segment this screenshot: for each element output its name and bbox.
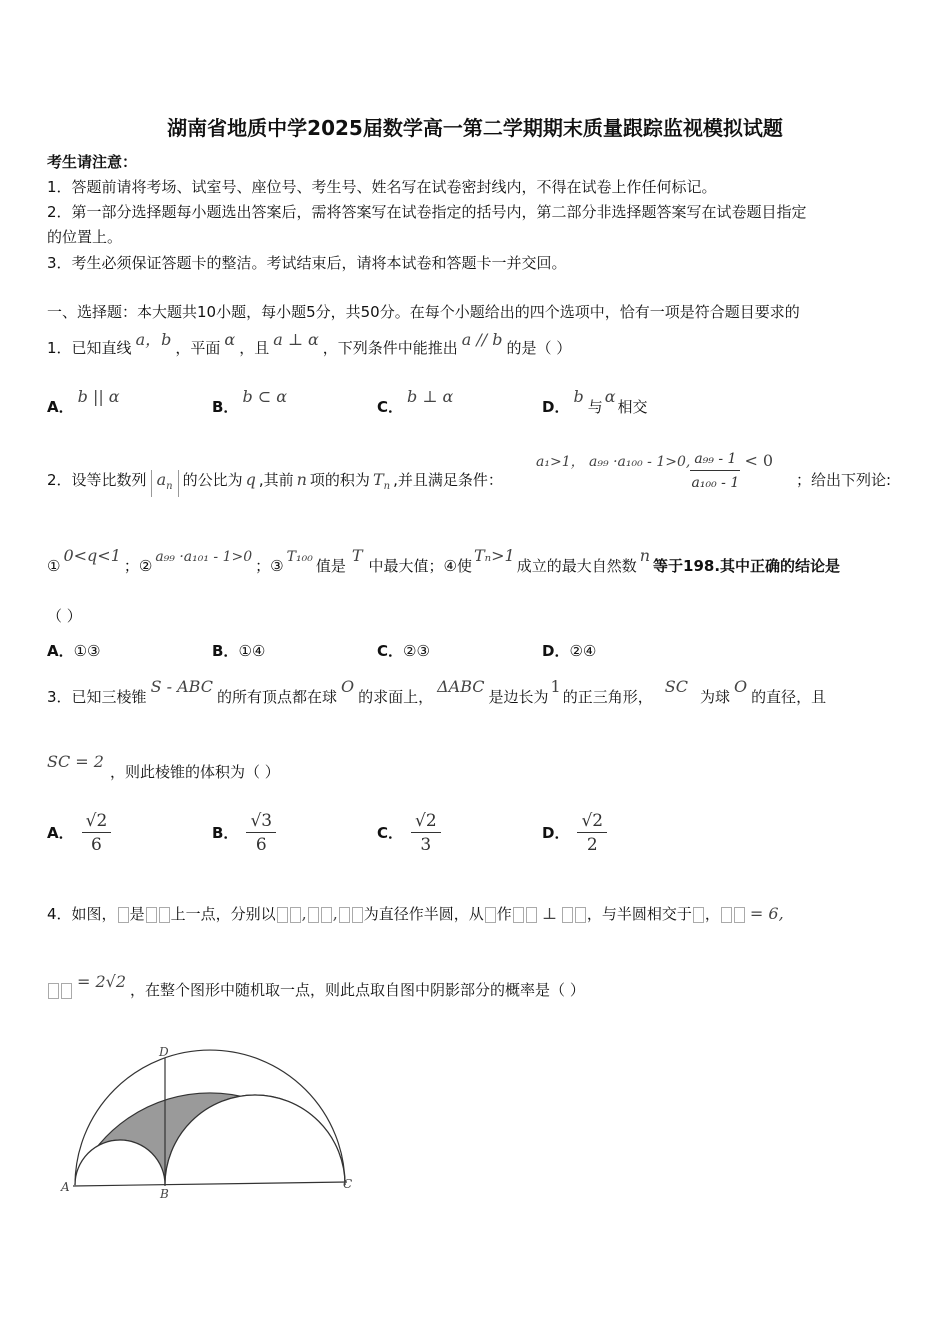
q-text: 的是（ ） [506, 339, 572, 357]
q-text: 如图， [71, 905, 117, 923]
notice-item: 3．考生必须保证答题卡的整洁。考试结束后，请将本试卷和答题卡一并交回。 [47, 254, 567, 272]
label-a: A [61, 1180, 70, 1194]
math: α [604, 387, 616, 406]
semicircle-figure [55, 1040, 365, 1200]
question-number: 1． [47, 339, 72, 357]
claim-label: ；② [123, 557, 153, 575]
math: Tₙ>1 [473, 546, 515, 565]
math: = 2√2 [77, 972, 127, 991]
math: a，b [135, 330, 172, 349]
missing-glyph-box [321, 907, 332, 923]
math: < 0 [744, 451, 774, 470]
q-text: ,并且满足条件： [393, 471, 503, 489]
question-4-line2 [47, 972, 585, 1000]
claim-label: ① [47, 557, 61, 575]
math: n [383, 481, 391, 493]
missing-glyph-box [562, 907, 573, 923]
q-text: ，在整个图形中随机取一点，则此点取自图中阴影部分的概率是（ ） [130, 981, 585, 999]
math: a [156, 470, 167, 489]
math: α [224, 330, 236, 349]
option-text: 相交 [617, 398, 648, 416]
math: n [296, 470, 307, 489]
option-d[interactable] [542, 387, 648, 417]
q-text: 的公比为 [182, 471, 243, 489]
notice-item: 1．答题前请将考场、试室号、座位号、考生号、姓名写在试卷密封线内，不得在试卷上作任何标记。 [47, 178, 717, 196]
math: 1 [550, 677, 561, 696]
option-a[interactable] [47, 387, 120, 417]
option-text: ①④ [238, 642, 266, 660]
label-d: D [159, 1045, 169, 1059]
page-title: 湖南省地质中学2025届数学高一第二学期期末质量跟踪监视模拟试题 [167, 116, 783, 140]
math: T [372, 470, 384, 489]
fraction-numerator: a₉₉ - 1 [690, 448, 740, 471]
fraction-denominator: a₁₀₀ - 1 [691, 475, 740, 491]
option-label: D． [542, 824, 570, 842]
missing-glyph-box [513, 907, 524, 923]
missing-glyph-box [339, 907, 350, 923]
q-text: ，则此棱锥的体积为（ ） [109, 763, 280, 781]
missing-glyph-box [352, 907, 363, 923]
option-label: D． [542, 642, 570, 660]
missing-glyph-box [308, 907, 319, 923]
q-text: 的所有顶点都在球 [216, 688, 337, 706]
answer-paren: （ ） [47, 607, 82, 625]
option-text: 与 [587, 398, 603, 416]
option-d[interactable] [542, 641, 596, 661]
q-text: 项的积为 [309, 471, 370, 489]
question-2 [47, 470, 503, 497]
missing-glyph-box [721, 907, 732, 923]
math: ⊥ [541, 904, 557, 923]
missing-glyph-box [734, 907, 745, 923]
option-label: B． [212, 824, 239, 842]
missing-glyph-box [693, 907, 704, 923]
question-3 [47, 677, 827, 707]
q-text: 已知三棱锥 [71, 688, 147, 706]
q-text: 作 [496, 905, 512, 923]
math: q [245, 470, 256, 489]
option-text: ②④ [569, 642, 597, 660]
option-c[interactable] [377, 387, 454, 417]
math: S - ABC [150, 677, 213, 696]
math: a₉₉ ·a₁₀₁ - 1>0 [155, 549, 253, 565]
option-a[interactable] [47, 810, 111, 857]
condition-formula [536, 448, 773, 495]
math: a ⊥ α [273, 330, 319, 349]
missing-glyph-box [277, 907, 288, 923]
q-text: 的正三角形， [562, 688, 653, 706]
math: ΔABC [437, 677, 485, 696]
missing-glyph-box [575, 907, 586, 923]
q-text: 值是 [315, 557, 346, 575]
label-c: C [343, 1177, 353, 1191]
math: n [166, 481, 173, 493]
option-label: B． [212, 642, 239, 660]
q-text: ,其前 [258, 471, 294, 489]
section-heading: 一、选择题：本大题共10小题，每小题5分，共50分。在每个小题给出的四个选项中，恰有一项是符合题目要求的 [47, 303, 800, 321]
math: SC [664, 677, 688, 696]
missing-glyph-box [118, 907, 129, 923]
math: b ⊂ α [242, 387, 288, 406]
option-a[interactable] [47, 641, 101, 661]
missing-glyph-box [526, 907, 537, 923]
option-c[interactable] [377, 641, 430, 661]
math: n [639, 546, 651, 565]
missing-glyph-box [290, 907, 301, 923]
option-label: A． [47, 642, 74, 660]
option-text: ②③ [403, 642, 430, 660]
notice-item: 的位置上。 [47, 228, 123, 246]
option-label: B． [212, 398, 239, 416]
option-label: C． [377, 824, 404, 842]
q-text: 为直径作半圆，从 [363, 905, 484, 923]
missing-glyph-box [159, 907, 170, 923]
q-text: 已知直线 [71, 339, 132, 357]
q-text: 是边长为 [488, 688, 549, 706]
option-label: C． [377, 398, 404, 416]
q-text: 为球 [699, 688, 730, 706]
math: = 6, [749, 904, 784, 923]
math: 0<q<1 [63, 546, 121, 565]
math: b || α [77, 387, 120, 406]
question-number: 3． [47, 688, 72, 706]
q-text: ，平面 [175, 339, 221, 357]
q-text: 设等比数列 [71, 471, 147, 489]
q-text: 上一点，分别以 [170, 905, 276, 923]
question-4: 4．如图， 是 上一点，分别以 , , 为直径作半圆，从 作 ⊥ ，与半圆相交于 ， = 6, [47, 904, 784, 923]
q-text: ，下列条件中能推出 [322, 339, 458, 357]
q-text: ；给出下列论: [796, 471, 892, 489]
fraction-numerator: √2 [82, 810, 112, 833]
option-text: ①③ [73, 642, 101, 660]
option-label: A． [47, 824, 74, 842]
q-text: 的直径，且 [751, 688, 827, 706]
missing-glyph-box [48, 983, 59, 999]
fraction-denominator: 6 [91, 835, 102, 855]
question-number: 2． [47, 471, 72, 489]
missing-glyph-box [61, 983, 72, 999]
question-3-line2 [47, 752, 280, 782]
question-1 [47, 330, 572, 358]
q-text: ，与半圆相交于 [586, 905, 692, 923]
q-text: 中最大值；④使 [368, 557, 472, 575]
q-text: 是 [129, 905, 145, 923]
math: b [573, 387, 584, 406]
fraction-denominator: 2 [586, 835, 598, 855]
math: T₁₀₀ [286, 549, 313, 565]
math: a // b [461, 330, 503, 349]
question-number: 4． [47, 905, 72, 923]
missing-glyph-box [485, 907, 496, 923]
q-text: 的求面上， [358, 688, 434, 706]
q-text: ， [704, 905, 720, 923]
fraction-denominator: 6 [255, 835, 267, 855]
fraction-numerator: √3 [246, 810, 276, 833]
fraction-denominator: 3 [420, 835, 432, 855]
claim-label: ；③ [255, 557, 284, 575]
option-label: C． [377, 642, 404, 660]
q-text: 成立的最大自然数 [516, 557, 637, 575]
q-text: 等于198.其中正确的结论是 [653, 557, 841, 575]
notice-item: 2．第一部分选择题每小题选出答案后，需将答案写在试卷指定的括号内，第二部分非选择题答案写在试卷题目指定 [47, 203, 807, 221]
missing-glyph-box [146, 907, 157, 923]
math: a₁>1， a₉₉ ·a₁₀₀ - 1>0, [536, 454, 691, 470]
notice-heading: 考生请注意： [47, 153, 138, 171]
q-text: ，且 [239, 339, 270, 357]
option-d[interactable] [542, 810, 607, 857]
option-b[interactable] [212, 810, 276, 857]
option-b[interactable] [212, 387, 288, 417]
option-c[interactable] [377, 810, 441, 857]
math: b ⊥ α [407, 387, 454, 406]
label-b: B [160, 1187, 169, 1200]
fraction-numerator: √2 [577, 810, 607, 833]
math: O [733, 677, 748, 696]
option-label: D． [542, 398, 570, 416]
option-label: A． [47, 398, 74, 416]
math: T [351, 546, 363, 565]
question-2-claims [47, 546, 841, 577]
math: SC = 2 [47, 752, 104, 771]
math: O [340, 677, 355, 696]
fraction-numerator: √2 [411, 810, 441, 833]
option-b[interactable] [212, 641, 265, 661]
